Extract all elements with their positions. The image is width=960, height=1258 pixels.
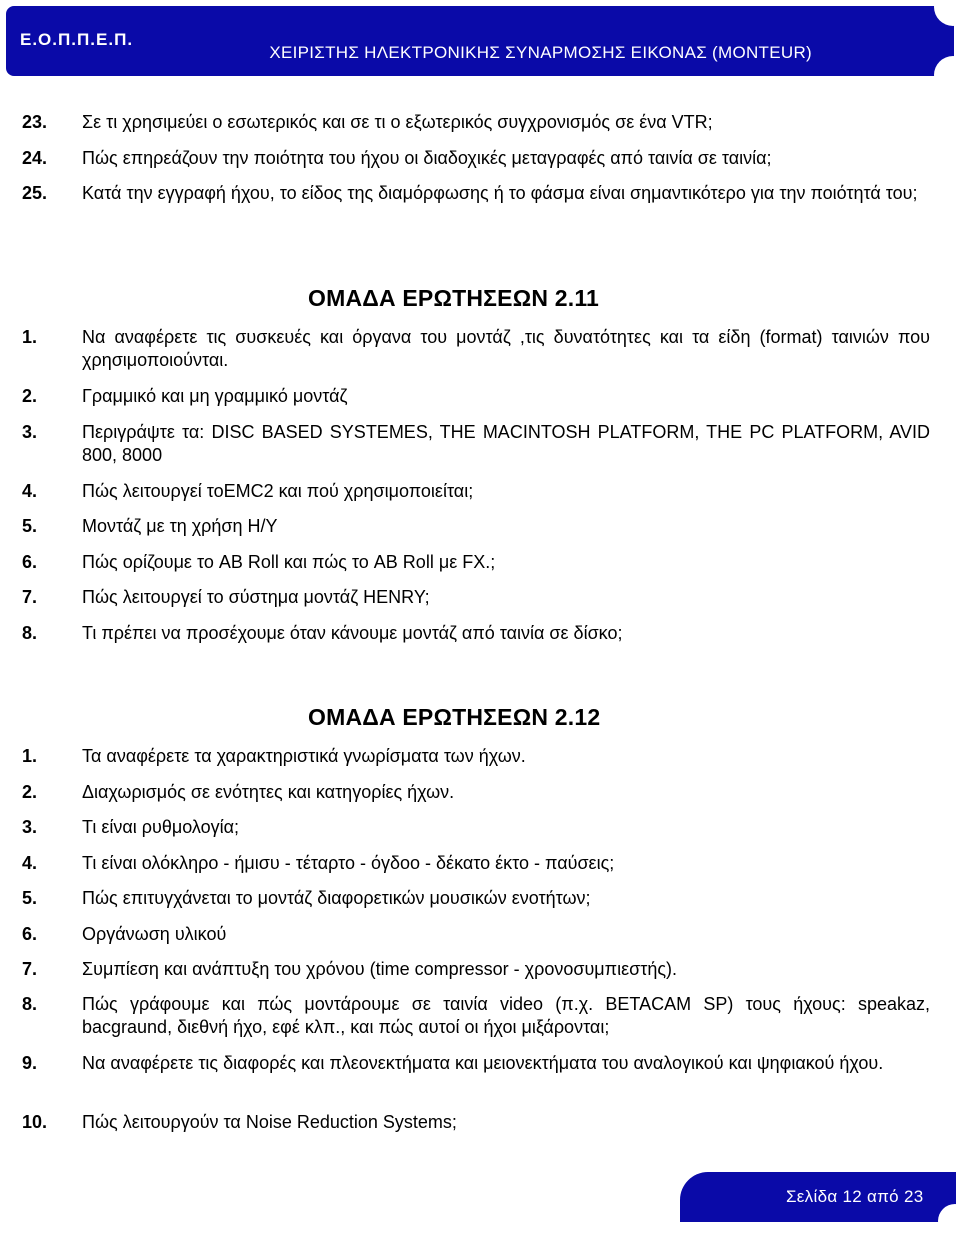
header-bar: [6, 6, 954, 76]
section-title: ΟΜΑΔΑ ΕΡΩΤΗΣΕΩΝ 2.12: [308, 704, 601, 730]
list-item: [22, 111, 932, 134]
list-item: [22, 147, 932, 170]
question-number: 7.: [22, 587, 38, 607]
question-text: Πώς λειτουργεί το σύστημα μοντάζ HENRY;: [82, 587, 430, 607]
page-footer: [680, 1172, 956, 1222]
question-number: 2.: [22, 782, 38, 802]
question-text: Πώς λειτουργούν τα Noise Reduction Systems;: [82, 1112, 457, 1132]
header-title: ΧΕΙΡΙΣΤΗΣ ΗΛΕΚΤΡΟΝΙΚΗΣ ΣΥΝΑΡΜΟΣΗΣ ΕΙΚΟΝΑΣ (MONTEUR): [269, 43, 812, 62]
list-item: [22, 586, 932, 609]
list-item: [22, 887, 932, 910]
page-header: [6, 6, 954, 76]
question-text: Να αναφέρετε τις διαφορές και πλεονεκτήματα και μειονεκτήματα του αναλογικού και ψηφιακού ήχου.: [82, 1053, 884, 1073]
question-number: 9.: [22, 1053, 38, 1073]
list-item: [22, 745, 932, 768]
question-text: Διαχωρισμός σε ενότητες και κατηγορίες ήχων.: [82, 782, 455, 802]
page-number: Σελίδα 12 από 23: [786, 1187, 924, 1206]
list-item: [22, 182, 932, 205]
question-text: Τι πρέπει να προσέχουμε όταν κάνουμε μοντάζ από ταινία σε δίσκο;: [82, 623, 623, 643]
list-item: [22, 993, 932, 1039]
list-item: [22, 958, 932, 981]
question-text: Συμπίεση και ανάπτυξη του χρόνου (time compressor - χρονοσυμπιεστής).: [82, 959, 678, 979]
question-number: 8.: [22, 623, 38, 643]
question-text: Περιγράψτε τα: DISC BASED SYSTEMES, THE MACINTOSH PLATFORM, THE PC PLATFORM, AVID 800, 8000: [82, 422, 930, 465]
question-text: Πώς γράφουμε και πώς μοντάρουμε σε ταινία video (π.χ. BETACAM SP) τους ήχους: speakaz, bacgraund, διεθνή ήχο, εφέ κλπ., και πώς αυτοί οι ήχοι μιξάρονται;: [82, 994, 930, 1037]
list-item: [22, 852, 932, 875]
list-item: [22, 551, 932, 574]
list-item: [22, 515, 932, 538]
question-text: Πώς ορίζουμε το AB Roll και πώς το AB Roll με FX.;: [82, 552, 496, 572]
question-text: Οργάνωση υλικού: [82, 924, 227, 944]
list-item: [22, 480, 932, 503]
question-number: 25.: [22, 183, 48, 203]
question-text: Πώς επιτυγχάνεται το μοντάζ διαφορετικών μουσικών ενοτήτων;: [82, 888, 591, 908]
section-title: ΟΜΑΔΑ ΕΡΩΤΗΣΕΩΝ 2.11: [308, 285, 600, 311]
question-text: Γραμμικό και μη γραμμικό μοντάζ: [82, 386, 348, 406]
header-organization: Ε.Ο.Π.Π.Ε.Π.: [20, 30, 134, 49]
question-number: 8.: [22, 994, 38, 1014]
list-item: [22, 421, 932, 467]
question-number: 6.: [22, 924, 38, 944]
question-text: Τα αναφέρετε τα χαρακτηριστικά γνωρίσματα των ήχων.: [82, 746, 526, 766]
list-item: [22, 816, 932, 839]
question-number: 7.: [22, 959, 38, 979]
question-number: 1.: [22, 746, 38, 766]
question-text: Σε τι χρησιμεύει ο εσωτερικός και σε τι ο εξωτερικός συγχρονισμός σε ένα VTR;: [82, 112, 713, 132]
question-number: 24.: [22, 148, 48, 168]
list-item: [22, 385, 932, 408]
question-number: 3.: [22, 422, 38, 442]
question-number: 3.: [22, 817, 38, 837]
question-text: Πώς λειτουργεί τοEMC2 και πού χρησιμοποιείται;: [82, 481, 474, 501]
question-number: 5.: [22, 888, 38, 908]
question-number: 6.: [22, 552, 38, 572]
list-item: [22, 622, 932, 645]
question-text: Πώς επηρεάζουν την ποιότητα του ήχου οι διαδοχικές μεταγραφές από ταινία σε ταινία;: [82, 148, 772, 168]
question-text: Τι είναι ρυθμολογία;: [82, 817, 240, 837]
question-text: Μοντάζ με τη χρήση Η/Υ: [82, 516, 278, 536]
list-item: [22, 923, 932, 946]
list-item: [22, 781, 932, 804]
question-number: 5.: [22, 516, 38, 536]
question-number: 2.: [22, 386, 38, 406]
question-number: 1.: [22, 327, 38, 347]
list-item: [22, 1052, 932, 1075]
list-item: [22, 326, 932, 372]
question-number: 4.: [22, 853, 38, 873]
question-text: Να αναφέρετε τις συσκευές και όργανα του μοντάζ ,τις δυνατότητες και τα είδη (format) ταινιών που χρησιμοποιούνται.: [82, 327, 930, 370]
question-number: 23.: [22, 112, 48, 132]
question-number: 10.: [22, 1112, 48, 1132]
header-corner-cut: [934, 56, 960, 94]
footer-corner-cut: [938, 1204, 960, 1238]
question-text: Κατά την εγγραφή ήχου, το είδος της διαμόρφωσης ή το φάσμα είναι σημαντικότερο για την ποιότητά του;: [82, 183, 918, 203]
list-item: [22, 1111, 932, 1134]
question-number: 4.: [22, 481, 38, 501]
question-text: Τι είναι ολόκληρο - ήμισυ - τέταρτο - όγδοο - δέκατο έκτο - παύσεις;: [82, 853, 615, 873]
